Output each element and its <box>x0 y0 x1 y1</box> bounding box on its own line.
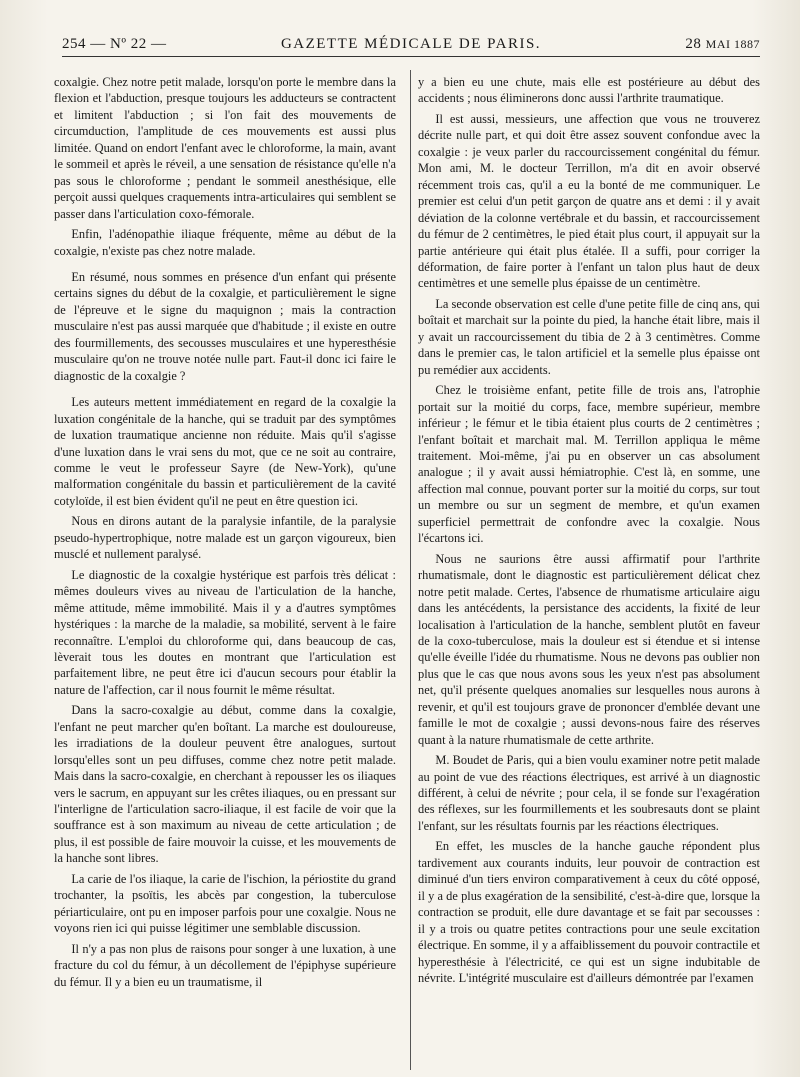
paragraph: M. Boudet de Paris, qui a bien voulu examiner notre petit malade au point de vue des réactions électriques, est arrivé à un diagnostic différent, à celui de névrite ; pour cela, il se fonde sur l'exagération des réflexes, sur les fourmillements et les soubresauts dont se plaint l'enfant, sur les résultats fournis par les réactions électriques. <box>418 753 760 833</box>
paragraph: Dans la sacro-coxalgie au début, comme dans la coxalgie, l'enfant ne peut marcher qu'en boîtant. La marche est douloureuse, les irradiations de la douleur peuvent être analogues, surtout lorsqu'elles sont un peu diffuses, comme chez notre petit malade. Mais dans la sacro-coxalgie, en cherchant à repousser les os iliaques vers le sacrum, en appuyant sur les crêtes iliaques, ou en pressant sur l'interligne de l'articulation sacro-iliaque, il est facile de voir que la souffrance est à son maximum au niveau de cette articulation ; de plus, il est possible de faire mouvoir la cuisse, et les mouvements de la hanche sont libres. <box>54 703 397 866</box>
column-divider <box>410 70 411 1070</box>
paragraph: Enfin, l'adénopathie iliaque fréquente, même au début de la coxalgie, n'existe pas chez notre malade. <box>54 227 396 258</box>
paragraph: Chez le troisième enfant, petite fille de trois ans, l'atrophie portait sur la moitié du corps, face, membre supérieur, membre inférieur ; le fémur et le tibia étaient plus courts de 2 centimètres ; l'enfant boîtait et marchait mal. M. Terrillon appliqua le même traitement. Moi-même, j'ai pu en observer un cas absolument analogue ; il y avait aussi hémiatrophie. C'est là, en somme, une affection mal connue, pouvant porter sur la moitié du corps, sur tout un membre ou sur un segment de membre, et qu'un examen superficiel permettrait de confondre avec la coxalgie. Nous l'écartons ici. <box>418 383 760 546</box>
paragraph: Nous en dirons autant de la paralysie infantile, de la paralysie pseudo-hypertrophique, notre malade est un garçon vigoureux, bien musclé et nullement paralysé. <box>54 514 396 562</box>
page-number: 254 — Nº 22 — <box>62 36 167 52</box>
page-header <box>62 34 760 57</box>
paragraph: Il n'y a pas non plus de raisons pour songer à une luxation, à une fracture du col du fémur, à un décollement de l'épiphyse supérieure du fémur. Il y a bien eu un traumatisme, il <box>54 941 396 989</box>
paragraph: En effet, les muscles de la hanche gauche répondent plus tardivement aux courants induits, leur pouvoir de contraction est diminué d'un tiers environ comparativement à ceux du côté opposé, il y a de plus exagération de la sensibilité, c'est-à-dire que, lorsque la contraction se produit, elle dure davantage et se fait par secousses : il y a trois ou quatre petites contractions pour une seule excitation électrique. En somme, il y a affaiblissement du pouvoir contractile et hyperesthésie à l'électricité, ce qui est un signe indubitable de névrite. L'intégrité musculaire est d'ailleurs démontrée par l'examen <box>418 839 760 986</box>
issue-month-year: MAI 1887 <box>705 37 760 51</box>
paragraph: Nous ne saurions être aussi affirmatif pour l'arthrite rhumatismale, dont le diagnostic est particulièrement délicat chez notre petit malade. Certes, l'absence de rhumatisme articulaire aigu dans les antécédents, la persistance des accidents, la fixité de leur localisation à l'articulation de la hanche, semblent plutôt en faveur de la coxo-tuberculose, mais la douleur est si étendue et si intense qu'elle éveille l'idée du rhumatisme. Nous ne devons pas oublier non plus que le cas que nous avons sous les yeux n'est pas absolument net, qu'il présente quelques anomalies sur lesquelles nous aurons à revenir, et qu'il est toujours grave de prononcer d'emblée devant une famille le mot de coxalgie ; aussi devons-nous faire des réserves quant à la nature rhumatismale de cette arthrite. <box>418 551 760 747</box>
paragraph: Le diagnostic de la coxalgie hystérique est parfois très délicat : mêmes douleurs vives au niveau de l'articulation de la hanche, même attitude, même immobilité. Mais il y a d'autres symptômes hystériques : la marche de la maladie, sa mobilité, servent à le faire reconnaître. L'emploi du chloroforme qui, dans beaucoup de cas, lèverait tous les doutes en montrant que l'articulation est parfaitement libre, ne peut être ici d'aucun secours pour établir la nature de l'affection, car il nous fournit le même résultat. <box>54 567 396 697</box>
paragraph: En résumé, nous sommes en présence d'un enfant qui présente certains signes du début de la coxalgie, et particulièrement le signe de l'épreuve et le signe du maquignon ; mais la contraction musculaire n'est pas aussi marquée que d'habitude ; il existe en outre des fourmillements, des secousses musculaires et une hyperesthésie musculaire qu'on ne trouve notée nulle part. Faut-il donc ici faire le diagnostic de la coxalgie ? <box>54 269 396 383</box>
issue-day: 28 <box>685 36 702 52</box>
issue-date <box>685 36 760 53</box>
paragraph: La seconde observation est celle d'une petite fille de cinq ans, qui boîtait et marchait sur la pointe du pied, la hanche était libre, mais il y avait un raccourcissement du tibia de 2 à 3 centimètres. Comme dans le premier cas, le talon artificiel et la semelle plus épaisse ont pu remédier aux accidents. <box>418 296 760 377</box>
paragraph: La carie de l'os iliaque, la carie de l'ischion, la périostite du grand trochanter, la psoïtis, les abcès par congestion, la tuberculose périarticulaire, ont pu en imposer parfois pour une coxalgie. Nous ne voyons rien ici qui puisse légitimer une semblable discussion. <box>54 871 396 936</box>
journal-title: GAZETTE MÉDICALE DE PARIS. <box>280 36 542 52</box>
paragraph: coxalgie. Chez notre petit malade, lorsqu'on porte le membre dans la flexion et l'abduction, presque toujours les adducteurs se contractent et limitent l'abduction ; si l'on fait des mouvements de circumduction, l'amplitude de ces mouvements est aussi plus limitée. Quand on endort l'enfant avec le chloroforme, la main, avant le sommeil et après le réveil, a une sensation de résistance qu'elle n'a pas sous le chloroforme ; pendant le sommeil anesthésique, elle perçoit aussi quelques craquements intra-articulaires qui semblent se passer dans l'articulation coxo-fémorale. <box>54 75 396 221</box>
right-column <box>418 74 760 990</box>
paragraph: Les auteurs mettent immédiatement en regard de la coxalgie la luxation congénitale de la hanche, qui se traduit par des symptômes de luxation traumatique ancienne non réduite. Mais qu'il s'agisse d'une luxation dans le vrai sens du mot, que ce ne soit au contraire, comme le veut le professeur Sayre (de New-York), qu'une malformation congénitale du bassin et particulièrement de la cavité cotyloïde, il est bien évident qu'il ne peut en être question ici. <box>54 395 396 508</box>
left-column <box>54 74 396 994</box>
paragraph: Il est aussi, messieurs, une affection que vous ne trouverez décrite nulle part, et qui doit être assez souvent confondue avec la coxalgie : je veux parler du raccourcissement congénital du fémur. Mon ami, M. le docteur Terrillon, m'a dit en avoir observé récemment trois cas, qu'il a eu la bonté de me communiquer. Le premier est celui d'un petit garçon de quatre ans et demi : il y avait déviation de la colonne vertébrale et du bassin, et raccourcissement du fémur de 2 centimètres, le pied était plus court, il appuyait sur la partie antérieure qui était plus étalée. Il a suffi, pour corriger la déformation, de faire porter à l'enfant un talon plus haut de deux centimètres et une semelle plus épaisse de un centimètre. <box>418 111 760 291</box>
paragraph: y a bien eu une chute, mais elle est postérieure au début des accidents ; nous éliminerons donc aussi l'arthrite traumatique. <box>418 75 760 106</box>
